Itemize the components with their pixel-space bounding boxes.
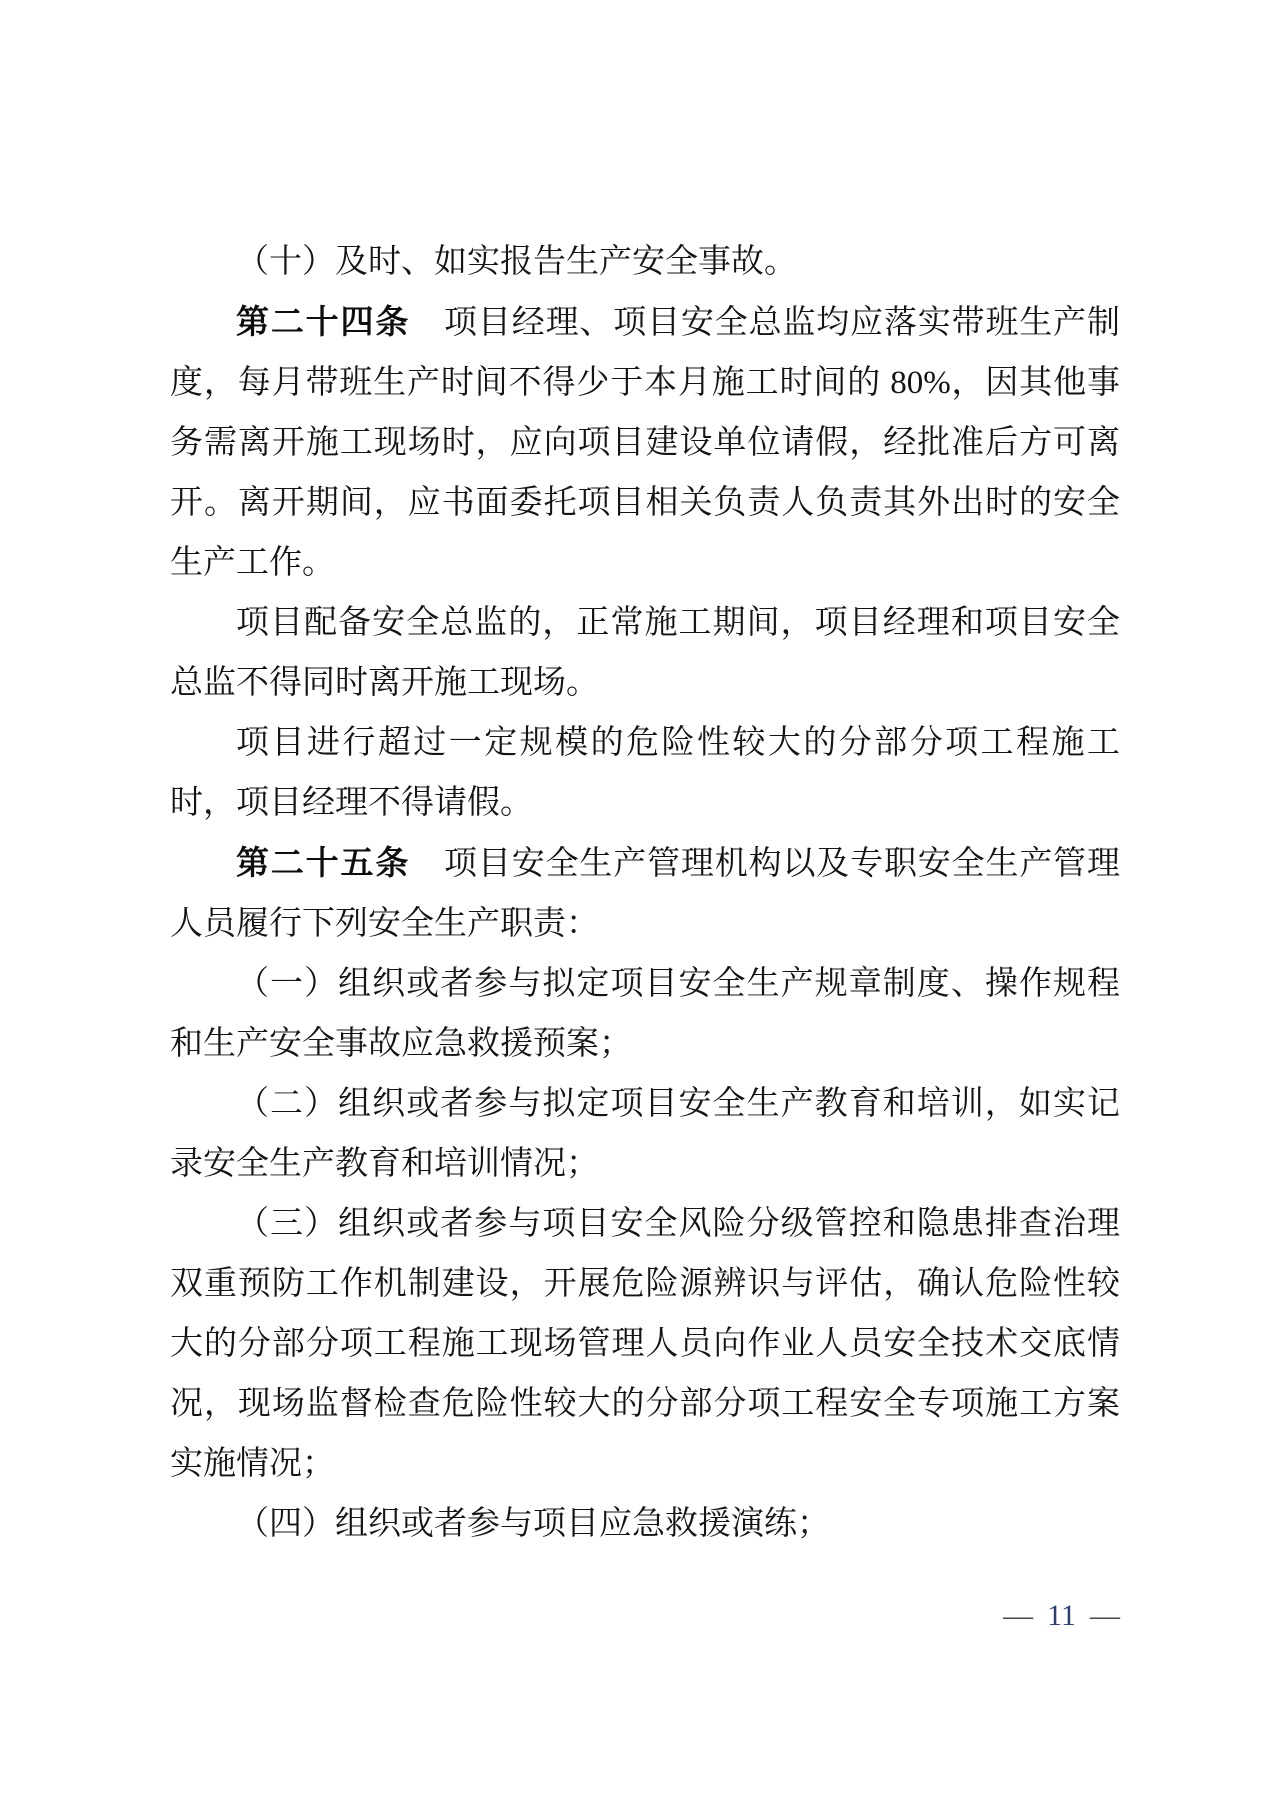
article-number: 第二十五条 xyxy=(236,844,411,881)
paragraph-text: （二）组织或者参与拟定项目安全生产教育和培训，如实记录安全生产教育和培训情况； xyxy=(170,1086,1120,1182)
paragraph-text: （一）组织或者参与拟定项目安全生产规章制度、操作规程和生产安全事故应急救援预案； xyxy=(170,966,1120,1062)
footer-right-dash: — xyxy=(1090,1599,1120,1632)
paragraph xyxy=(170,593,1120,713)
paragraph xyxy=(170,713,1120,833)
paragraph-text: 项目经理、项目安全总监均应落实带班生产制度，每月带班生产时间不得少于本月施工时间的 80%，因其他事务需离开施工现场时，应向项目建设单位请假，经批准后方可离开。离开期间，应书面委托项目相关负责人负责其外出时的安全生产工作。 xyxy=(170,305,1121,581)
paragraph xyxy=(170,292,1120,593)
paragraph-text: 项目进行超过一定规模的危险性较大的分部分项工程施工时，项目经理不得请假。 xyxy=(170,725,1120,821)
paragraph-text: （十）及时、如实报告生产安全事故。 xyxy=(236,244,797,280)
paragraph xyxy=(170,833,1120,954)
document-body xyxy=(170,232,1120,1554)
paragraph xyxy=(170,232,1120,292)
paragraph xyxy=(170,1074,1120,1194)
footer-left-dash: — xyxy=(1003,1599,1034,1632)
paragraph-text: （四）组织或者参与项目应急救援演练； xyxy=(236,1506,830,1542)
paragraph-text: （三）组织或者参与项目安全风险分级管控和隐患排查治理双重预防工作机制建设，开展危险源辨识与评估，确认危险性较大的分部分项工程施工现场管理人员向作业人员安全技术交底情况，现场监督检查危险性较大的分部分项工程安全专项施工方案实施情况； xyxy=(170,1206,1120,1482)
paragraph xyxy=(170,1494,1120,1554)
page-number: 11 xyxy=(1047,1599,1076,1632)
paragraph xyxy=(170,1194,1120,1494)
paragraph xyxy=(170,954,1120,1074)
paragraph-text: 项目安全生产管理机构以及专职安全生产管理人员履行下列安全生产职责： xyxy=(170,846,1121,942)
page-footer xyxy=(170,1596,1120,1636)
paragraph-text: 项目配备安全总监的，正常施工期间，项目经理和项目安全总监不得同时离开施工现场。 xyxy=(170,605,1120,701)
article-number: 第二十四条 xyxy=(236,303,411,340)
